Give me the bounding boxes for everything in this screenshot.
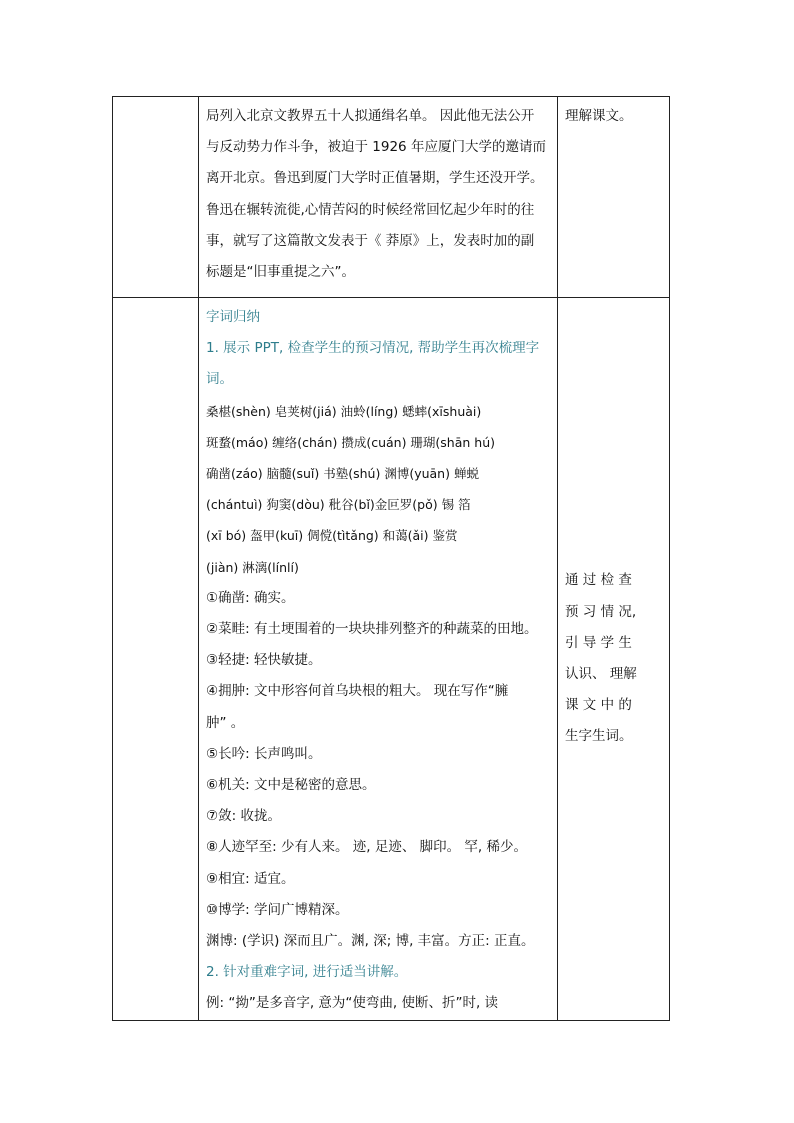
content-line: 与反动势力作斗争，被迫于 1926 年应厦门大学的邀请而 — [206, 139, 546, 156]
definition-line: ⑦敛: 收拢。 — [206, 808, 281, 825]
definition-line: ③轻捷: 轻快敏捷。 — [206, 652, 322, 669]
step-line: 词。 — [206, 371, 233, 388]
pinyin-line: (jiàn) 淋漓(línlí) — [206, 559, 299, 575]
pinyin-line: 桑椹(shèn) 皂荚树(jiá) 油蛉(líng) 蟋蟀(xīshuài) — [206, 403, 482, 419]
goal-cell — [558, 298, 670, 1021]
step-line: 1. 展示 PPT, 检查学生的预习情况, 帮助学生再次梳理字 — [206, 340, 540, 357]
definition-line: ⑤长吟: 长声鸣叫。 — [206, 745, 322, 762]
definition-line: ⑨相宜: 适宜。 — [206, 870, 295, 887]
definition-line: 肿” 。 — [206, 714, 245, 731]
definition-line: ⑥机关: 文中是秘密的意思。 — [206, 777, 376, 794]
content-cell — [199, 298, 558, 1021]
section-title: 字词归纳 — [206, 309, 260, 325]
content-line: 事，就写了这篇散文发表于《 莽原》上，发表时加的副 — [206, 232, 535, 249]
pinyin-line: 斑蝥(máo) 缠络(chán) 攒成(cuán) 珊瑚(shān hú) — [206, 434, 496, 450]
pinyin-line: (xī bó) 盔甲(kuī) 倜傥(tìtǎng) 和蔼(ǎi) 鉴赏 — [206, 528, 458, 544]
pinyin-line: (chántuì) 狗窦(dòu) 秕谷(bǐ)金叵罗(pǒ) 锡 箔 — [206, 497, 471, 513]
goal-line: 课 文 中 的 — [565, 697, 632, 714]
definition-line: ⑩博学: 学问广博精深。 — [206, 901, 349, 918]
goal-line: 引 导 学 生 — [565, 634, 632, 651]
lesson-plan-table — [112, 96, 670, 1021]
definition-line: 渊博: (学识) 深而且广。渊, 深; 博, 丰富。方正: 正直。 — [206, 933, 535, 950]
left-cell — [113, 298, 199, 1021]
definition-line: ①确凿: 确实。 — [206, 589, 295, 606]
goal-text: 理解课文。 — [565, 108, 633, 124]
content-line: 标题是“旧事重提之六”。 — [206, 264, 355, 281]
goal-line: 预 习 情 况, — [565, 603, 637, 620]
goal-line: 生字生词。 — [565, 728, 633, 745]
table-row — [113, 97, 670, 298]
goal-line: 认识、 理解 — [565, 666, 637, 682]
definition-line: ④拥肿: 文中形容何首乌块根的粗大。 现在写作“臃 — [206, 683, 509, 700]
step-line: 2. 针对重难字词, 进行适当讲解。 — [206, 964, 408, 981]
pinyin-line: 确凿(záo) 脑髓(suǐ) 书塾(shú) 渊博(yuān) 蝉蜕 — [206, 466, 479, 482]
goal-line: 通 过 检 查 — [565, 572, 632, 589]
content-line: 离开北京。鲁迅到厦门大学时正值暑期，学生还没开学。 — [206, 170, 544, 187]
content-line: 局列入北京文教界五十人拟通缉名单。 因此他无法公开 — [206, 108, 535, 124]
definition-line: ⑧人迹罕至: 少有人来。 迹, 足迹、 脚印。 罕, 稀少。 — [206, 839, 527, 856]
goal-cell — [558, 97, 670, 298]
content-cell — [199, 97, 558, 298]
example-line: 例: “拗”是多音字, 意为“使弯曲, 使断、折”时, 读 — [206, 995, 499, 1012]
left-cell — [113, 97, 199, 298]
content-line: 鲁迅在辗转流徙,心情苦闷的时候经常回忆起少年时的往 — [206, 201, 535, 218]
definition-line: ②菜畦: 有土埂围着的一块块排列整齐的种蔬菜的田地。 — [206, 621, 538, 638]
table-row — [113, 298, 670, 1021]
